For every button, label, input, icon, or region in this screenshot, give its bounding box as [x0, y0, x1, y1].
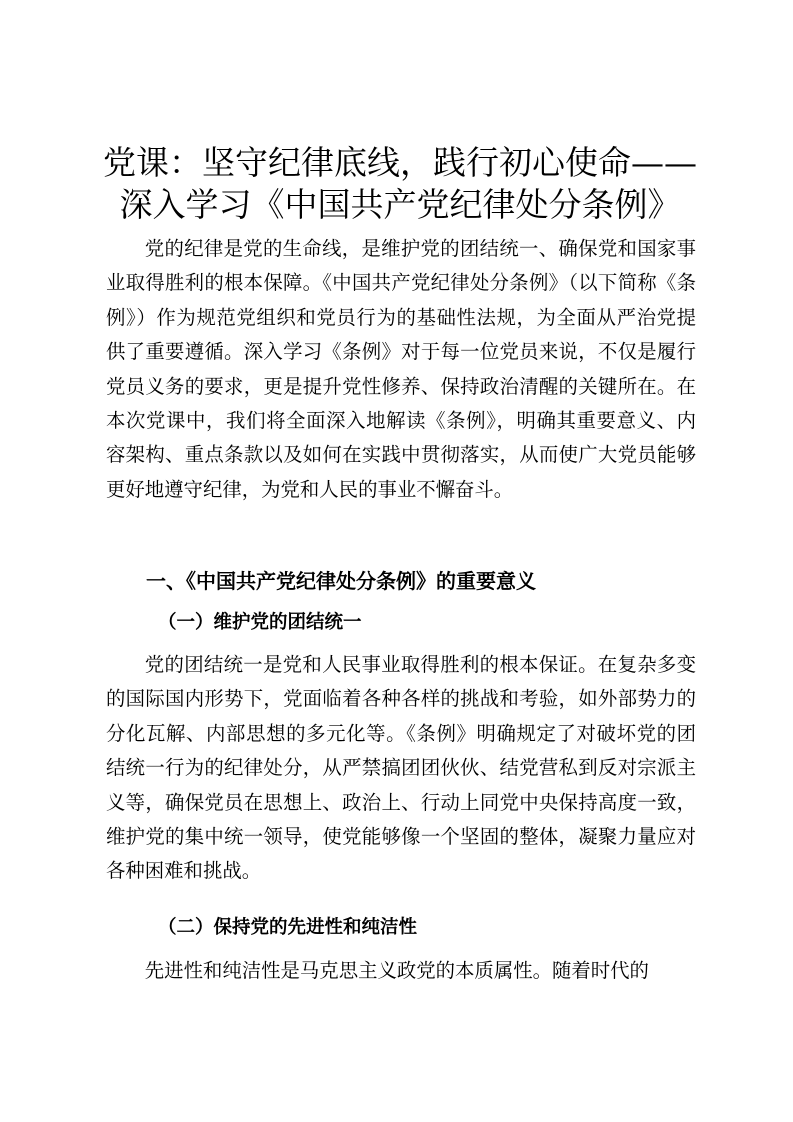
subsection-1-heading: （一）维护党的团结统一 — [158, 612, 362, 633]
subsection-2-paragraph: 先进性和纯洁性是马克思主义政党的本质属性。随着时代的 — [144, 959, 649, 982]
section-1-heading: 一、《中国共产党纪律处分条例》的重要意义 — [146, 569, 536, 593]
document-title: 党课：坚守纪律底线，践行初心使命——深入学习《中国共产党纪律处分条例》 — [103, 143, 697, 224]
intro-paragraph: 党的纪律是党的生命线，是维护党的团结统一、确保党和国家事业取得胜利的根本保障。《中国共产党纪律处分条例》（以下简称《条例》）作为规范党组织和党员行为的基础性法规，为全面从严治党提供了重要遵循。深入学习《条例》对于每一位党员来说，不仅是履行党员义务的要求，更是提升党性修养、保持政治清醒的关键所在。在本次党课中，我们将全面深入地解读《条例》，明确其重要意义、内容架构、重点条款以及如何在实践中贯彻落实，从而使广大党员能够更好地遵守纪律，为党和人民的事业不懈奋斗。 — [106, 237, 696, 501]
subsection-2-heading: （二）保持党的先进性和纯洁性 — [158, 917, 418, 938]
subsection-1-paragraph: 党的团结统一是党和人民事业取得胜利的根本保证。在复杂多变的国际国内形势下，党面临着各种各样的挑战和考验，如外部势力的分化瓦解、内部思想的多元化等。《条例》明确规定了对破坏党的团结统一行为的纪律处分，从严禁搞团团伙伙、结党营私到反对宗派主义等，确保党员在思想上、政治上、行动上同党中央保持高度一致，维护党的集中统一领导，使党能够像一个坚固的整体，凝聚力量应对各种困难和挑战。 — [106, 653, 696, 883]
